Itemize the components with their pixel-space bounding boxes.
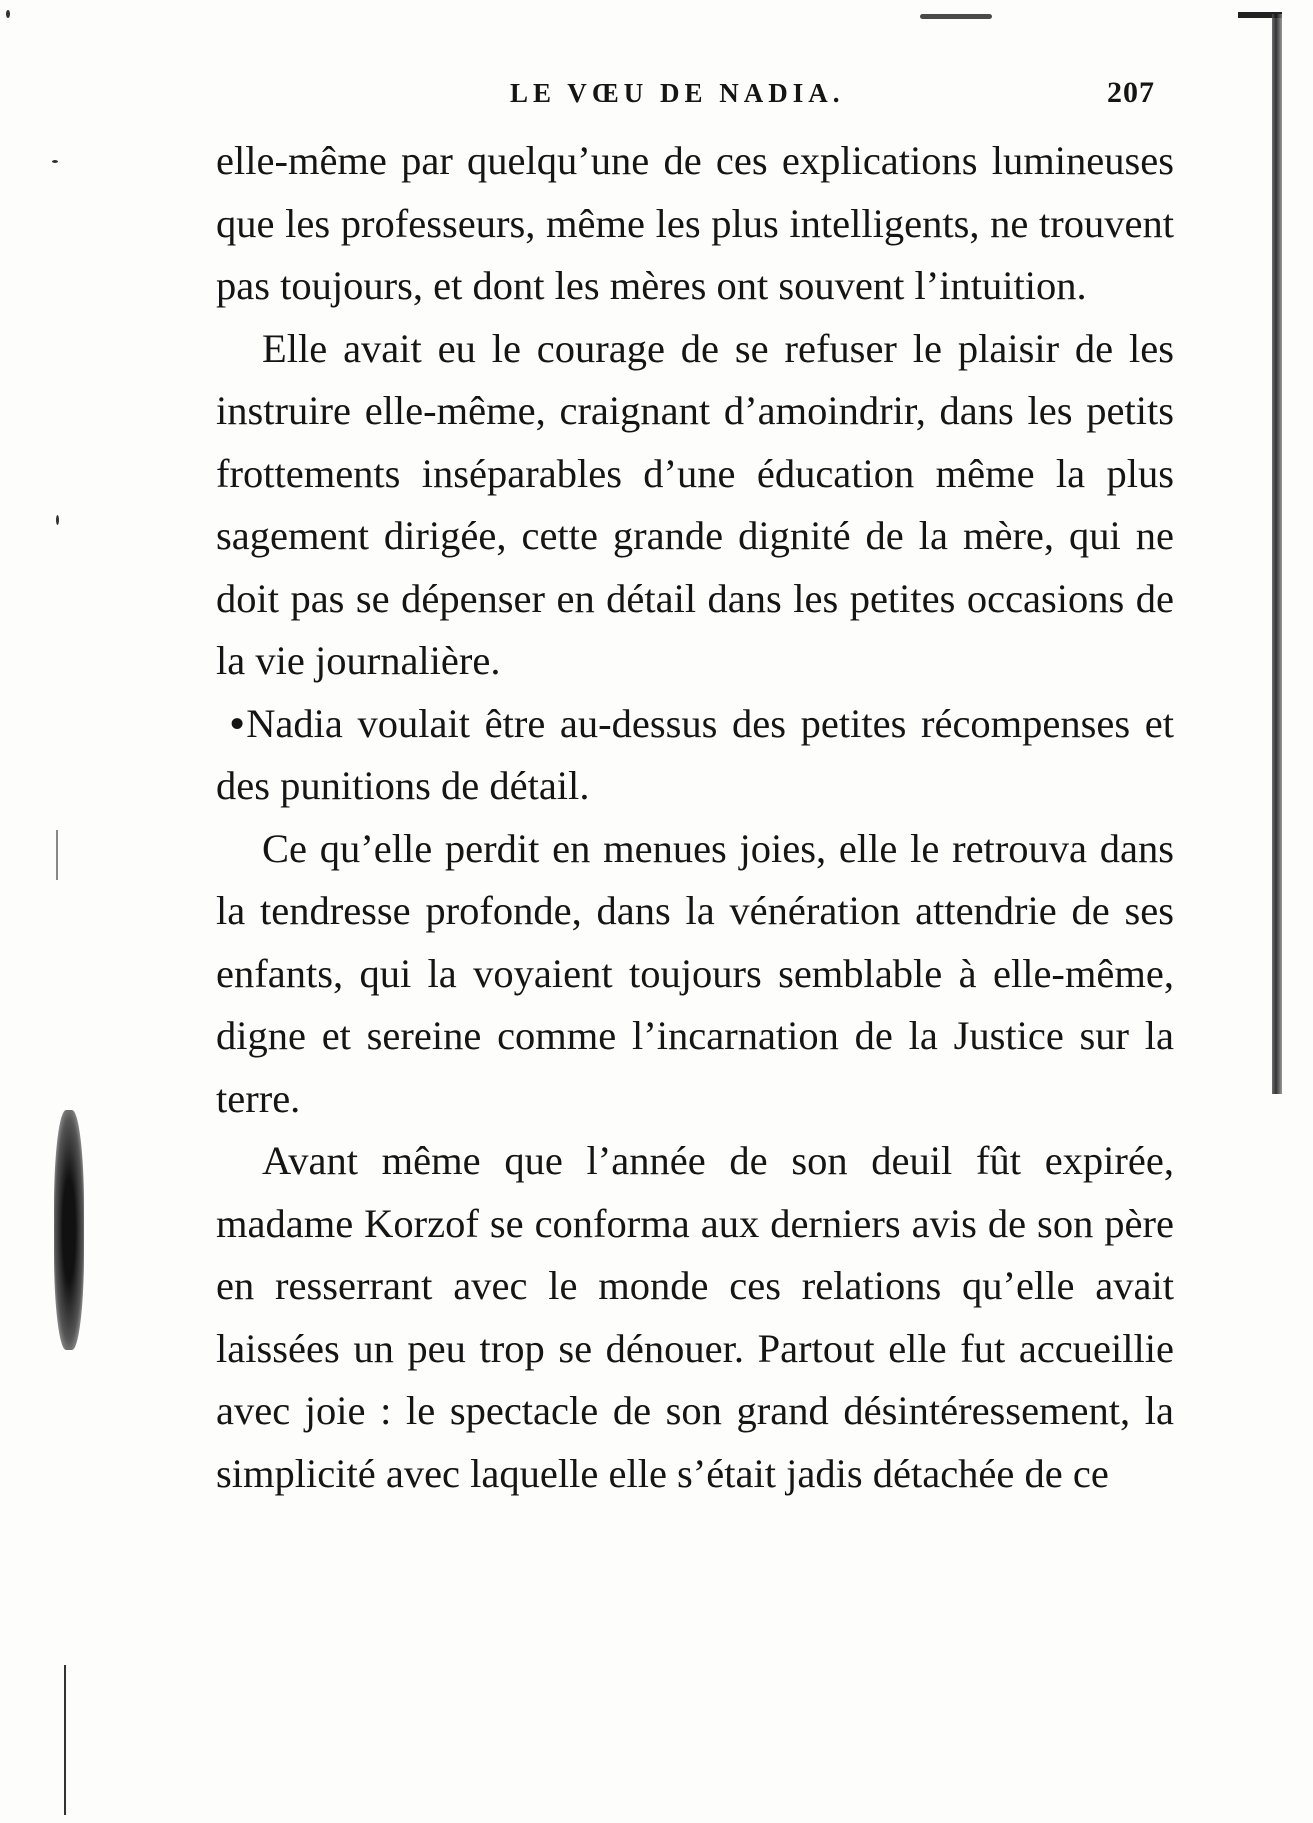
scan-blot (54, 1110, 84, 1350)
scan-mark (64, 1665, 66, 1815)
bullet-mark: • (230, 700, 245, 746)
paragraph: Avant même que l’année de son deuil fût expirée, madame Korzof se conforma aux derniers avis de son père en resserrant avec le monde ces relations qu’elle avait laissées un peu trop se dénouer. Partout elle fut accueillie avec joie : le spectacle de son grand désintéressement, la simplicité avec laquelle elle s’était jadis détachée de ce (216, 1138, 1174, 1496)
scan-edge-shadow (1272, 14, 1282, 1094)
paragraph: Elle avait eu le courage de se refuser le plaisir de les instruire elle-même, craignant d’amoindrir, dans les petits frottements inséparables d’une éducation même la plus sagement dirigée, cette grande dignité de la mère, qui ne doit pas se dépenser en détail dans les petites occasions de la vie journalière. (216, 325, 1174, 683)
scan-smudge (920, 14, 992, 19)
paragraph: elle-même par quelqu’une de ces explications lumineuses que les professeurs, même les plus intelligents, ne trouvent pas toujours, et dont les mères ont souvent l’intuition. (216, 138, 1174, 308)
scan-speck (56, 515, 59, 525)
page-number: 207 (1107, 76, 1155, 109)
paragraph (216, 693, 1174, 818)
paragraph: Ce qu’elle perdit en menues joies, elle le retrouva dans la tendresse profonde, dans la vénération attendrie de ses enfants, qui la voyaient toujours semblable à elle-même, digne et sereine comme l’incarnation de la Justice sur la terre. (216, 825, 1174, 1121)
scan-speck (6, 10, 10, 18)
scan-speck (52, 160, 58, 163)
scan-mark (56, 830, 58, 880)
paragraph-text: Nadia voulait être au-dessus des petites récompenses et des punitions de détail. (216, 700, 1174, 808)
running-title: LE VŒU DE NADIA. (510, 78, 845, 108)
body-text (216, 130, 1174, 1505)
